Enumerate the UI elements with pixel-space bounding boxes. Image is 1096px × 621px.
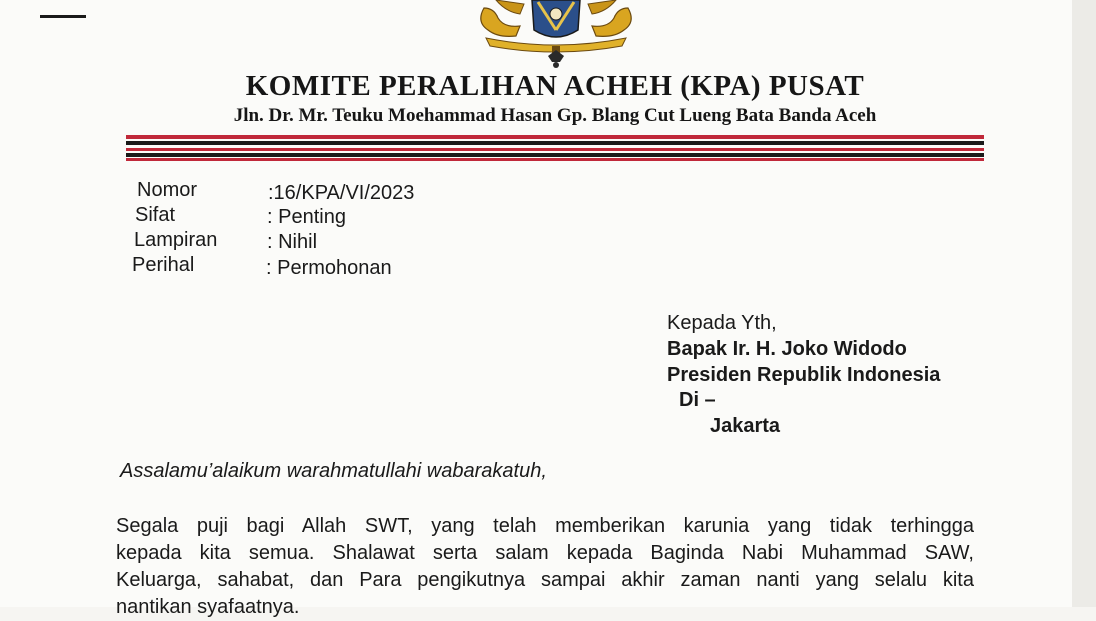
letterhead-rule (126, 148, 984, 151)
lampiran-label: Lampiran (134, 229, 218, 251)
perihal-label: Perihal (132, 254, 195, 276)
nomor-label: Nomor (137, 179, 198, 201)
recipient-name: Bapak Ir. H. Joko Widodo (667, 338, 907, 360)
letterhead-rule (126, 135, 984, 139)
sifat-label: Sifat (135, 204, 176, 226)
salutation: Assalamu’alaikum warahmatullahi wabarakatuh, (120, 460, 547, 482)
recipient-city: Jakarta (710, 415, 781, 437)
body-line: Segala puji bagi Allah SWT, yang telah memberikan karunia yang tidak terhingga (116, 515, 974, 537)
nomor-value: :16/KPA/VI/2023 (268, 182, 415, 204)
letterhead-rule (126, 141, 984, 145)
corner-mark (40, 15, 86, 18)
body-line: kepada kita semua. Shalawat serta salam kepada Baginda Nabi Muhammad SAW, (116, 542, 974, 564)
letterhead-rule (126, 153, 984, 157)
recipient-title: Presiden Republik Indonesia (667, 364, 941, 386)
body-paragraph (116, 513, 974, 621)
recipient-greeting: Kepada Yth, (667, 312, 777, 334)
body-line: Keluarga, sahabat, dan Para pengikutnya sampai akhir zaman nanti yang selalu kita (116, 569, 974, 591)
lampiran-value: : Nihil (267, 231, 318, 253)
perihal-value: : Permohonan (266, 257, 392, 279)
letterhead-rule (126, 158, 984, 161)
acheh-coat-of-arms-icon (476, 0, 636, 70)
sifat-value: : Penting (267, 206, 346, 228)
organization-name: KOMITE PERALIHAN ACHEH (KPA) PUSAT (245, 70, 865, 102)
body-line: nantikan syafaatnya. (116, 596, 300, 618)
recipient-di: Di – (679, 389, 716, 411)
organization-address: Jln. Dr. Mr. Teuku Moehammad Hasan Gp. Blang Cut Lueng Bata Banda Aceh (233, 105, 877, 126)
